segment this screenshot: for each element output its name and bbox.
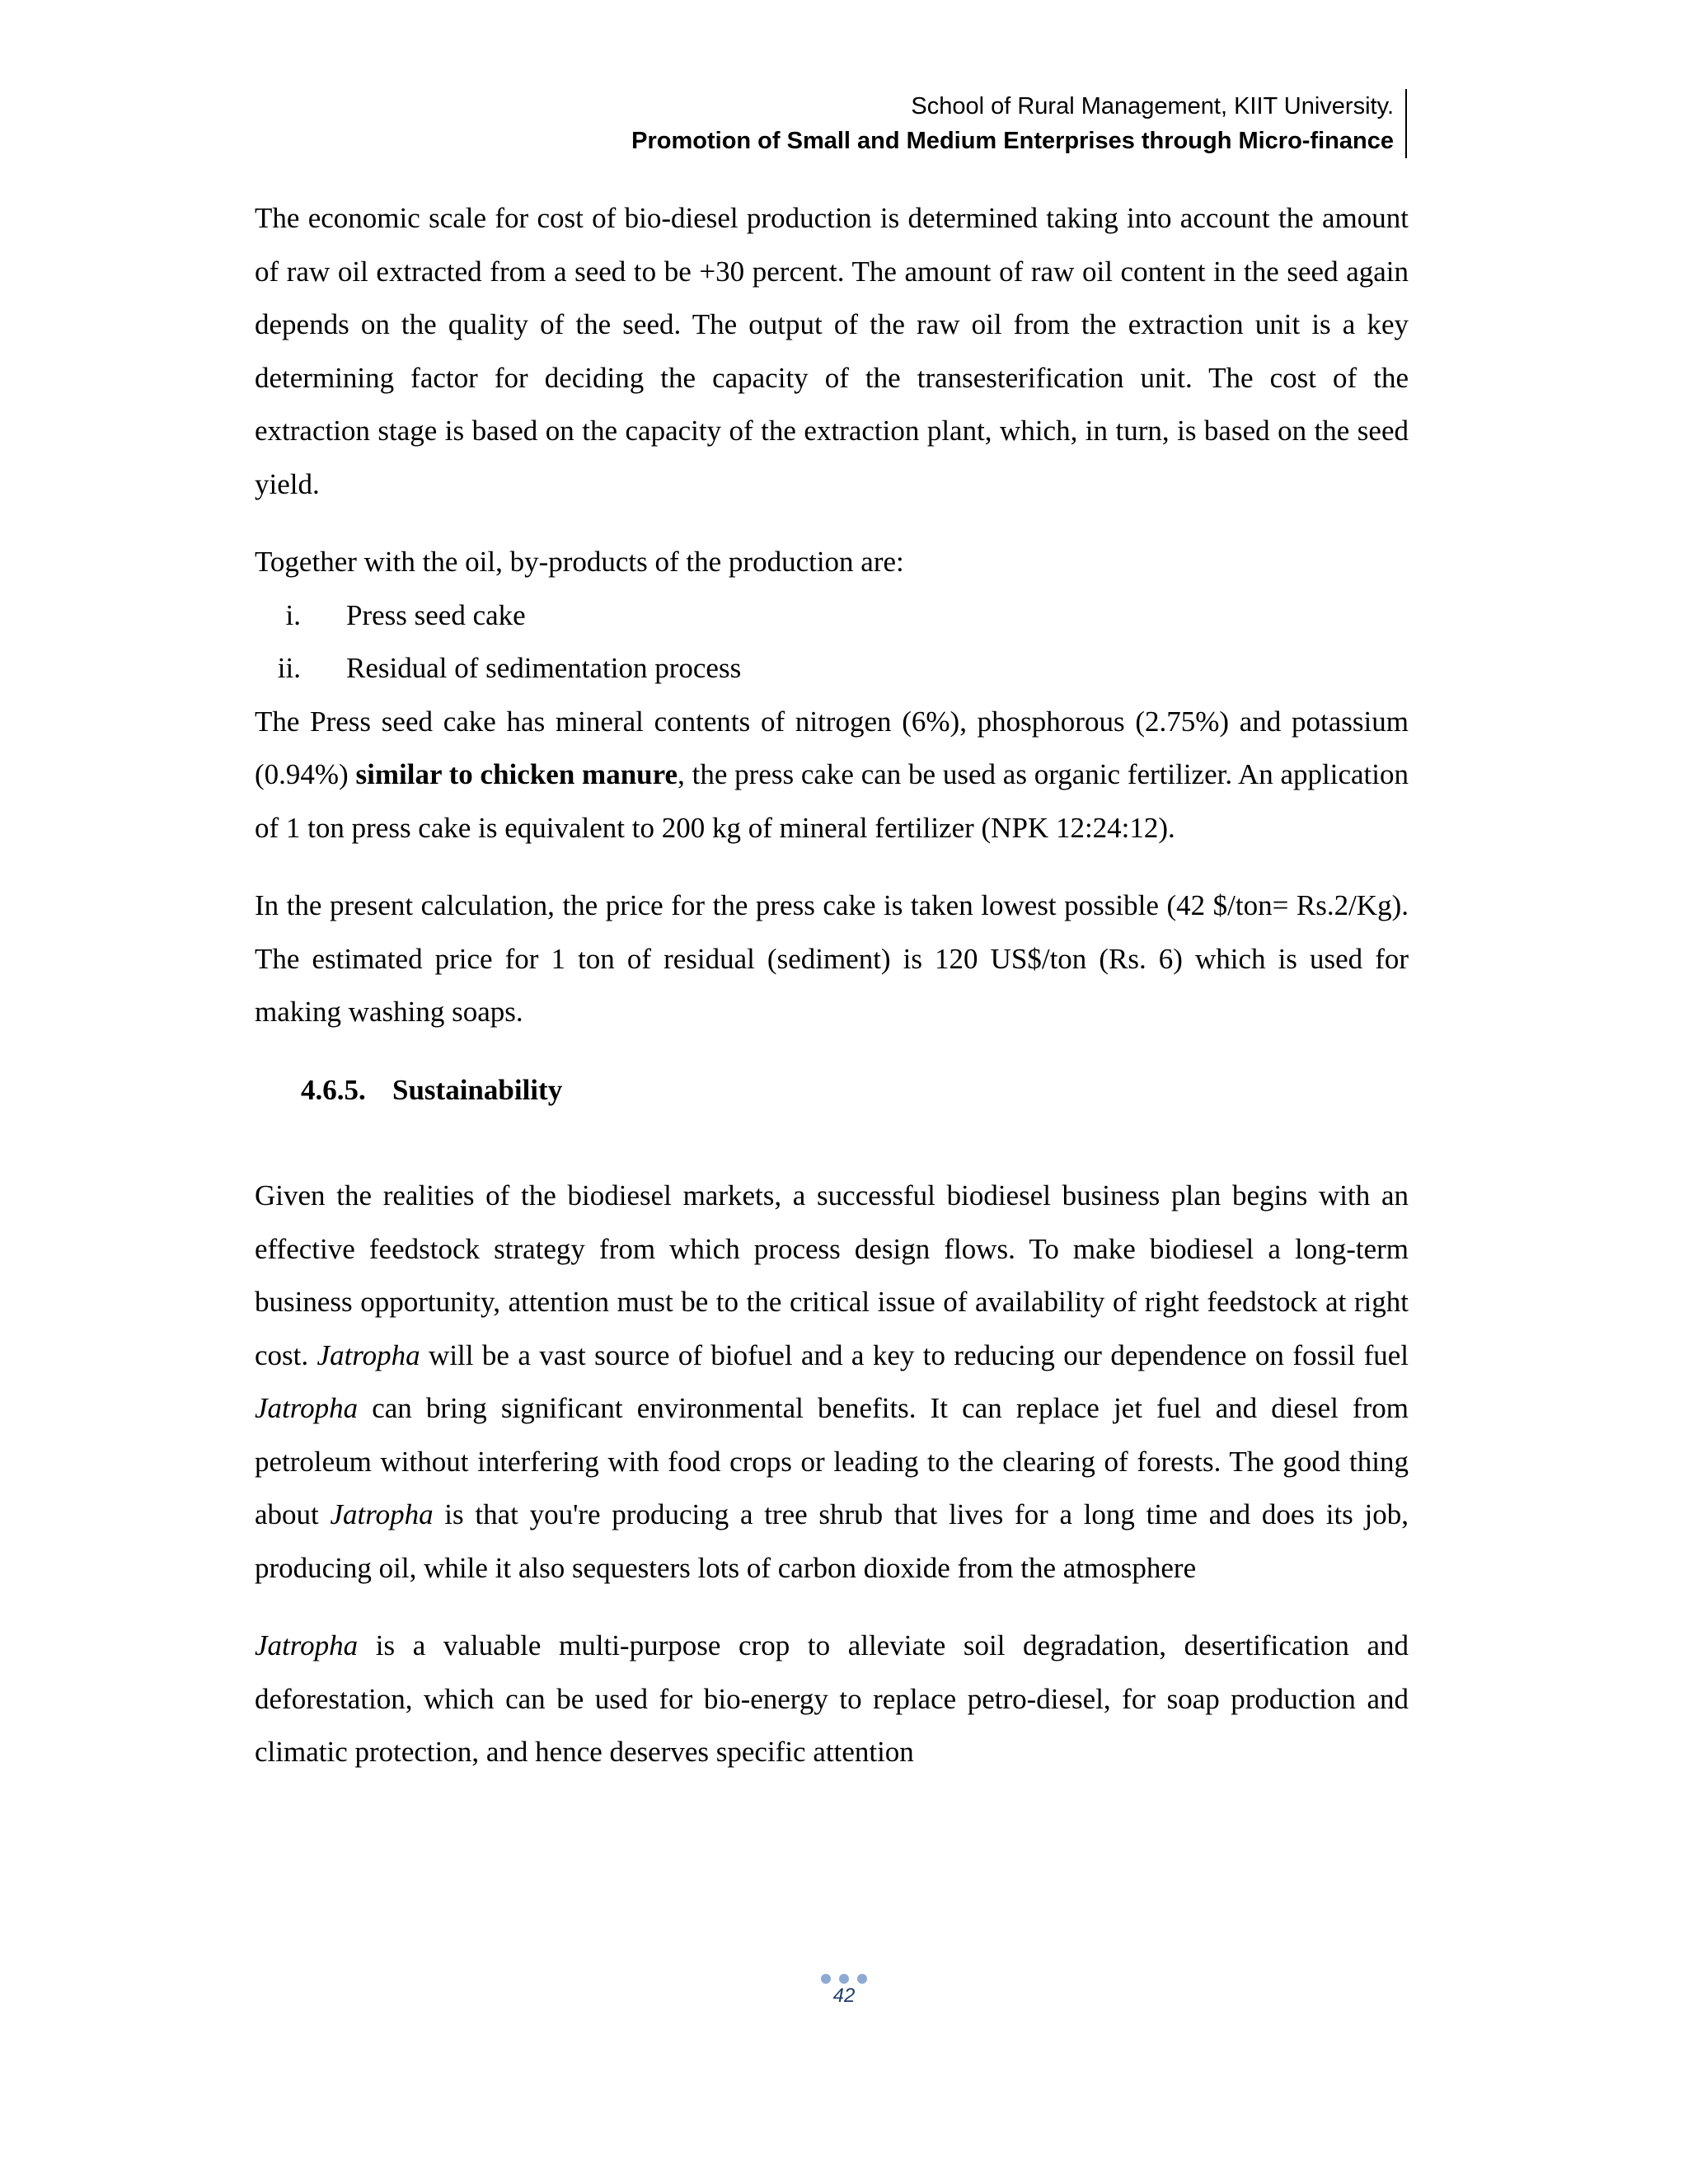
dot [857, 1974, 867, 1984]
text-run: , the press cake can be used as organic fertilizer. An application of 1 ton press cake is equivalent to 200 kg of mineral fertilizer (NPK 12:24:12). [255, 758, 1409, 844]
list-item-number: ii. [277, 652, 301, 684]
page-number: 42 [832, 1985, 856, 2007]
dot [821, 1974, 831, 1984]
text-run: The Press seed cake has mineral contents of nitrogen (6%), phosphorous (2.75%) and potassium (0.94%) [255, 705, 1409, 790]
italic-term: Jatropha [255, 1629, 359, 1661]
paragraph-press-cake [255, 696, 1409, 855]
footer-dots-icon [0, 1974, 1688, 1984]
dot [839, 1974, 849, 1984]
section-title: Sustainability [392, 1073, 563, 1106]
section-number: 4.6.5. [301, 1073, 366, 1106]
italic-term: Jatropha [255, 1392, 359, 1424]
byproducts-intro: Together with the oil, by-products of the production are: [255, 546, 904, 578]
page-footer [0, 1974, 1688, 2007]
header-document-title: Promotion of Small and Medium Enterprises through Micro-finance [631, 128, 1394, 154]
running-header [631, 89, 1407, 158]
list-item-number: i. [285, 598, 301, 631]
bold-phrase: similar to chicken manure [355, 758, 678, 790]
header-institution: School of Rural Management, KIIT University. [911, 93, 1394, 120]
list-item [255, 589, 1409, 643]
list-item-text: Press seed cake [346, 598, 526, 631]
paragraph-jatropha [255, 1619, 1409, 1779]
page-body [255, 192, 1409, 1779]
list-item-text: Residual of sedimentation process [346, 652, 742, 684]
text-run: is a valuable multi-purpose crop to alleviate soil degradation, desertification and deforestation, which can be used for bio-energy to replace petro-diesel, for soap production and climatic protection, and hence deserves specific attention [255, 1629, 1409, 1768]
byproducts-list [255, 589, 1409, 696]
text-run: Given the realities of the biodiesel markets, a successful biodiesel business plan begins with an effective feedstock strategy from which process design flows. To make biodiesel a long-term business opportunity, attention must be to the critical issue of availability of right feedstock at right cost. [255, 1179, 1409, 1371]
section-heading [255, 1064, 1409, 1118]
text-run: can bring significant environmental benefits. It can replace jet fuel and diesel from petroleum without interfering with food crops or leading to the clearing of forests. The good thing about [255, 1392, 1409, 1530]
paragraph-sustainability [255, 1169, 1409, 1595]
text-run: will be a vast source of biofuel and a key to reducing our dependence on fossil fuel [420, 1338, 1409, 1371]
paragraph-economic-scale: The economic scale for cost of bio-diesel production is determined taking into account the amount of raw oil extracted from a seed to be +30 percent. The amount of raw oil content in the seed again depends on the quality of the seed. The output of the raw oil from the extraction unit is a key determining factor for deciding the capacity of the transesterification unit. The cost of the extraction stage is based on the capacity of the extraction plant, which, in turn, is based on the seed yield. [255, 202, 1409, 500]
list-item [255, 642, 1409, 696]
text-run: is that you're producing a tree shrub that lives for a long time and does its job, producing oil, while it also sequesters lots of carbon dioxide from the atmosphere [255, 1498, 1409, 1584]
italic-term: Jatropha [316, 1338, 420, 1371]
italic-term: Jatropha [330, 1498, 434, 1530]
paragraph-price: In the present calculation, the price for the press cake is taken lowest possible (42 $/ton= Rs.2/Kg). The estimated price for 1 ton of residual (sediment) is 120 US$/ton (Rs. 6) which is used for making washing soaps. [255, 889, 1409, 1028]
